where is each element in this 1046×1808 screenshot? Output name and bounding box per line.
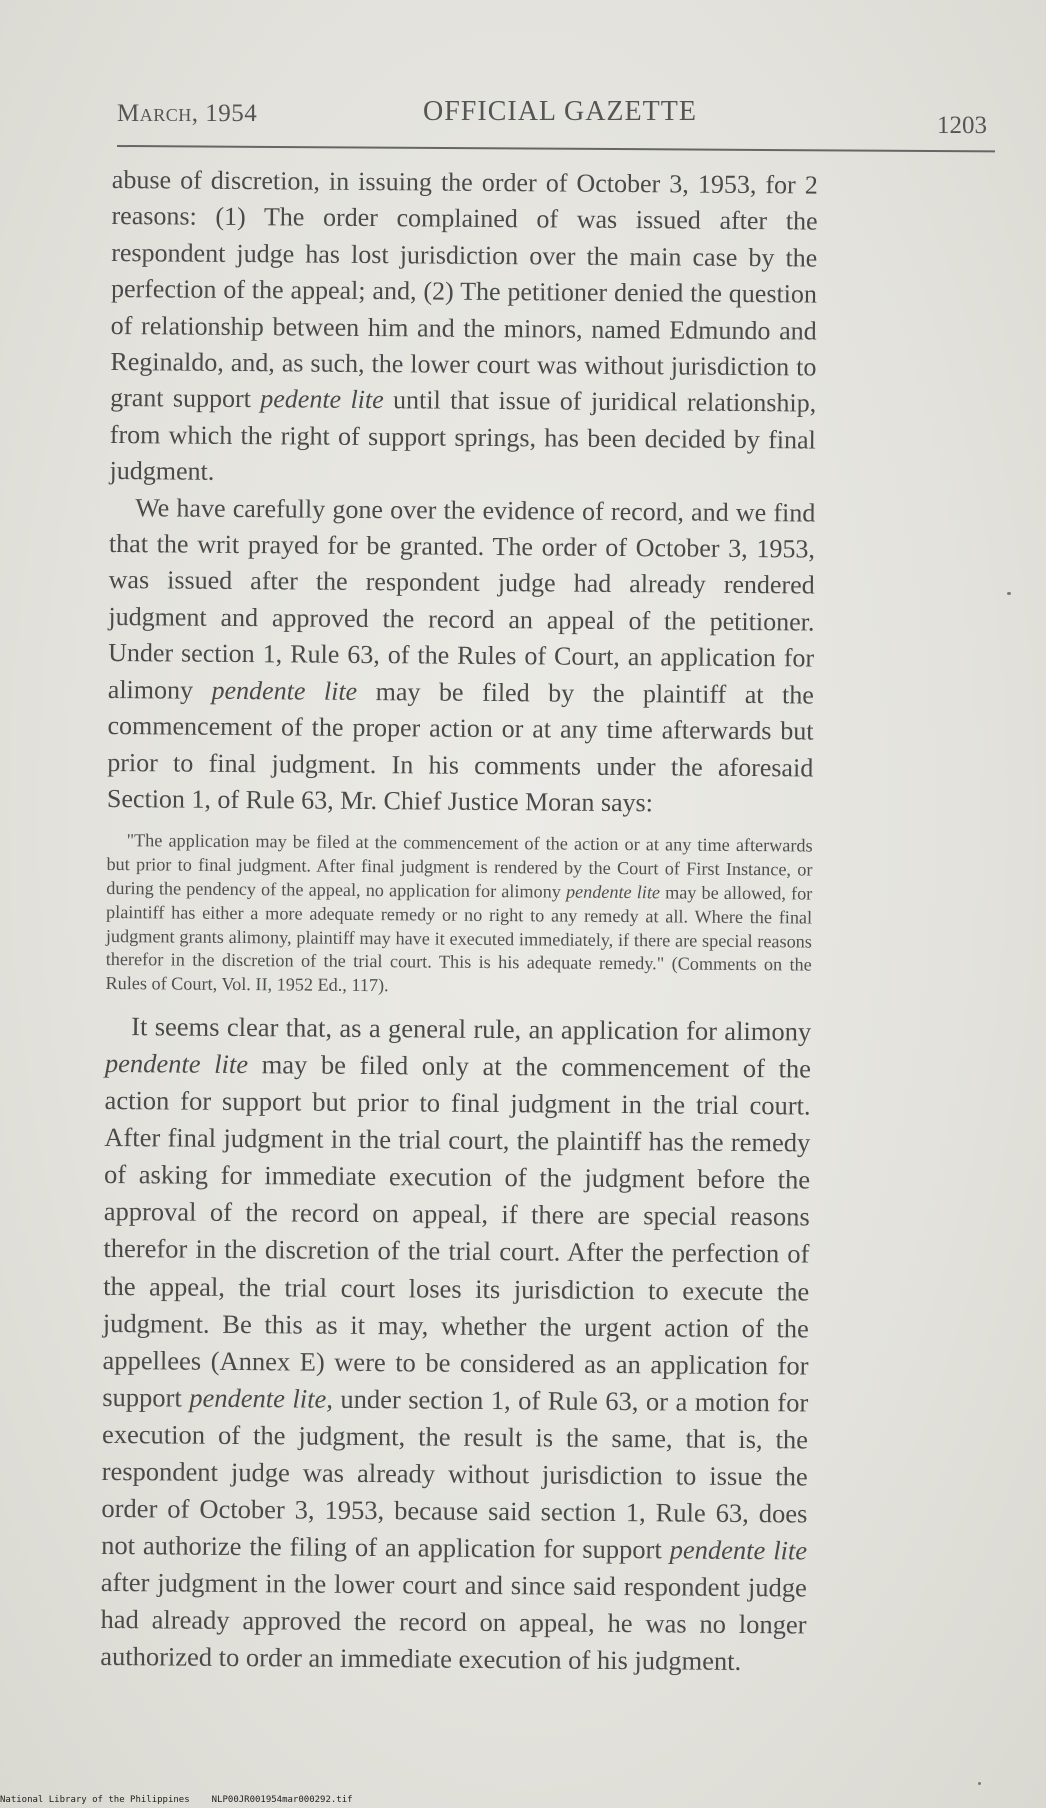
paragraph-2 xyxy=(107,490,816,823)
header-date: March, 1954 xyxy=(117,100,258,127)
footer-library: National Library of the Philippines xyxy=(0,1795,190,1805)
quote-italic: pendente lite xyxy=(565,881,661,903)
paragraph-3-text-b: may be filed only at the commencement of the action for support but prior to final judgment in the trial court. After final judgment in the trial court, the plaintiff has the remedy of asking for immediate execution of the judgment before the approval of the record on appeal, if there are special reasons therefor in the discretion of the trial court. After the perfection of the appeal, the trial court loses its jurisdiction to execute the judgment. Be this as it may, whether the urgent action of the appellees (Annex E) were to be considered as an application for support xyxy=(102,1049,812,1413)
page-header xyxy=(117,94,997,139)
paragraph-3-italic-c: pendente lite xyxy=(669,1534,808,1566)
paragraph-2-text-b: may be filed by the plaintiff at the commencement of the proper action or at any time afterwards but prior to final judgment. In his comments under the aforesaid Section 1, of Rule 63, Mr. Chief Justice Moran says: xyxy=(106,676,814,818)
paragraph-1-text-a: abuse of discretion, in issuing the order of October 3, 1953, for 2 reasons: (1) The order complained of was issued after the respondent judge has lost jurisdiction over the main case by the perfection of the appeal; and, (2) The petitioner denied the question of relationship between him and the minors, named Edmundo and Reginaldo, and, as such, the lower court was without jurisdiction to grant support xyxy=(110,164,818,414)
header-rule xyxy=(117,145,995,152)
paragraph-3-italic-a: pendente lite xyxy=(104,1047,249,1080)
page-number: 1203 xyxy=(937,112,987,139)
paragraph-1-italic: pedente lite xyxy=(260,384,384,415)
paragraph-1 xyxy=(109,162,818,495)
paragraph-3 xyxy=(100,1008,811,1681)
paragraph-2-italic: pendente lite xyxy=(211,675,358,706)
paragraph-2-text-a: We have carefully gone over the evidence of record, and we find that the writ prayed for be granted. The order of October 3, 1953, was issued after the respondent judge had already rendered judgment and approved the record an appeal of the petitioner. Under section 1, Rule 63, of the Rules of Court, an application for alimony xyxy=(107,492,816,705)
footer-file-id: NLP00JR001954mar000292.tif xyxy=(211,1795,353,1805)
paragraph-3-text-d: after judgment in the lower court and since said respondent judge had already approved the record on appeal, he was no longer authorized to order an immediate execution of his judgment. xyxy=(100,1567,807,1677)
scan-speck xyxy=(978,1782,981,1785)
paragraph-1-text-b: until that issue of juridical relationship, from which the right of support springs, has been decided by final judgment. xyxy=(109,385,817,487)
scan-footer xyxy=(0,1795,400,1805)
block-quote xyxy=(105,829,812,1001)
scan-speck xyxy=(1007,592,1011,595)
body-text xyxy=(100,162,818,1681)
quote-text-b: may be allowed, for plaintiff has either a more adequate remedy or no right to any remedy at all. Where the final judgment grants alimony, plaintiff may have it executed immediately, if there are special reasons therefor in the discretion of the trial court. This is his adequate remedy." (Comments on the Rules of Court, Vol. II, 1952 Ed., 117). xyxy=(105,882,813,996)
paragraph-3-italic-b: pendente lite, xyxy=(189,1382,334,1414)
paragraph-3-text-c: under section 1, of Rule 63, or a motion for execution of the judgment, the result is the same, that is, the respondent judge was already without jurisdiction to issue the order of October 3, 1953, because said section 1, Rule 63, does not authorize the filing of an application for support xyxy=(101,1383,809,1565)
header-publication-title: OFFICIAL GAZETTE xyxy=(423,96,697,127)
quote-text-a: "The application may be filed at the commencement of the action or at any time afterwards but prior to final judgment. After final judgment is rendered by the Court of First Instance, or during the pendency of the appeal, no application for alimony xyxy=(106,830,813,902)
paragraph-3-text-a: It seems clear that, as a general rule, an application for alimony xyxy=(131,1011,812,1047)
